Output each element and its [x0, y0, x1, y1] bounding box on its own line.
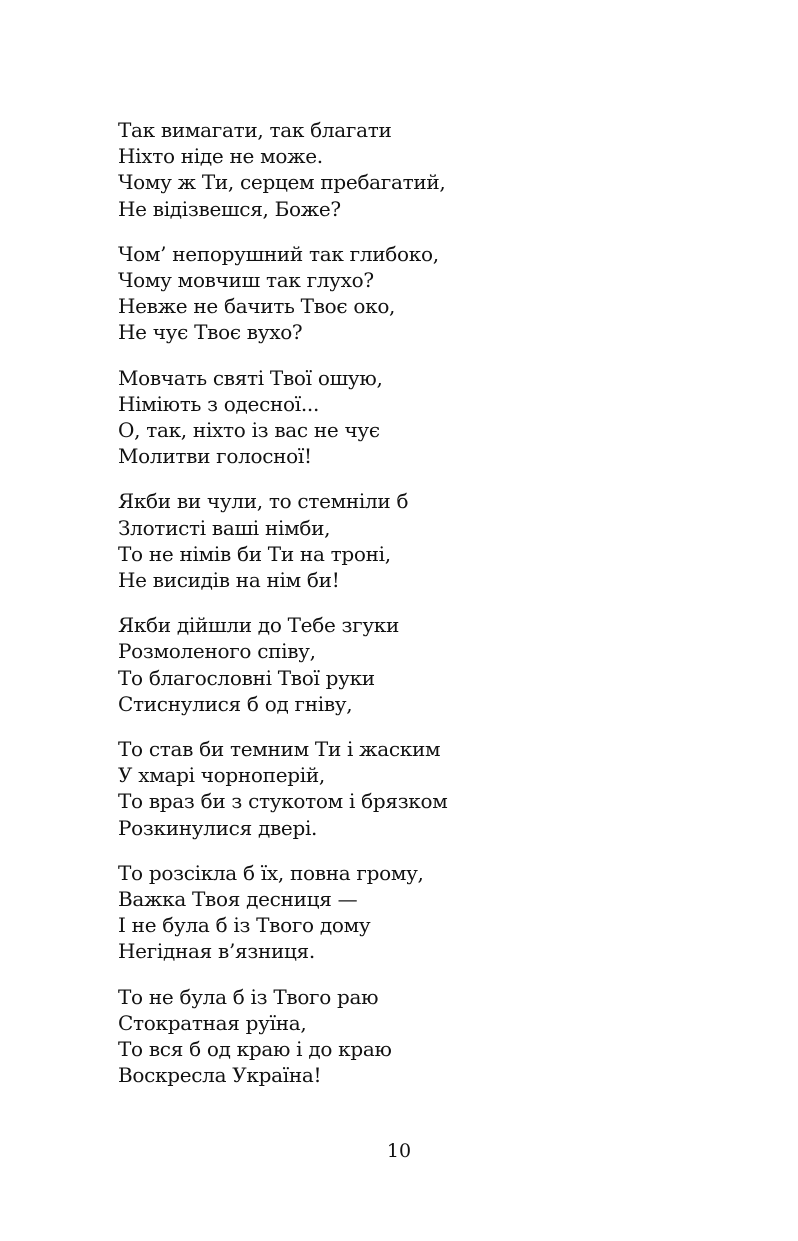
stanza — [118, 241, 738, 346]
poem-line: Стократная руїна, — [118, 1010, 307, 1035]
poem-line: То не німів би Ти на троні, — [118, 541, 391, 566]
poem-line: Розкинулися двері. — [118, 815, 318, 840]
poem-line: О, так, ніхто із вас не чує — [118, 418, 380, 443]
poem-line: Не висидів на нім би! — [118, 568, 340, 593]
poem-line: Чому мовчиш так глухо? — [118, 268, 374, 293]
poem-line: Якби дійшли до Тебе згуки — [118, 613, 400, 638]
poem-line: Чом’ непорушний так глибоко, — [118, 241, 439, 266]
poem-line: То не була б із Твого раю — [118, 984, 379, 1009]
poem-line: Німіють з одесної... — [118, 391, 320, 416]
poem-line: Молитви голосної! — [118, 444, 312, 469]
poem-line: Не чує Твоє вухо? — [118, 320, 303, 345]
poem — [118, 117, 738, 1108]
poem-line: Розмоленого співу, — [118, 639, 316, 664]
poem-line: Чому ж Ти, серцем пребагатий, — [118, 170, 446, 195]
poem-line: Мовчать святі Твої ошую, — [118, 365, 383, 390]
poem-line: Важка Твоя десниця — — [118, 887, 358, 912]
stanza — [118, 736, 738, 841]
poem-line: Не відізвешся, Боже? — [118, 196, 341, 221]
poem-line: То розсікла б їх, повна грому, — [118, 860, 424, 885]
poem-line: То враз би з стукотом і брязком — [118, 789, 448, 814]
poem-line: Воскресла Україна! — [118, 1063, 322, 1088]
poem-line: Негідная в’язниця. — [118, 939, 315, 964]
poem-line: Стиснулися б од гніву, — [118, 691, 353, 716]
stanza — [118, 984, 738, 1089]
poem-line: То став би темним Ти і жаским — [118, 737, 441, 762]
poem-line: І не була б із Твого дому — [118, 913, 371, 938]
poem-line: То благословні Твої руки — [118, 665, 375, 690]
poem-line: Невже не бачить Твоє око, — [118, 294, 396, 319]
poem-line: Злотисті ваші німби, — [118, 515, 331, 540]
stanza — [118, 488, 738, 593]
poem-line: Так вимагати, так благати — [118, 118, 392, 142]
stanza — [118, 117, 738, 222]
stanza — [118, 612, 738, 717]
poem-line: У хмарі чорноперій, — [118, 763, 325, 788]
poem-line: То вся б од краю і до краю — [118, 1037, 392, 1062]
poem-line: Якби ви чули, то стемніли б — [118, 489, 409, 514]
stanza — [118, 860, 738, 965]
poem-line: Ніхто ніде не може. — [118, 144, 323, 169]
stanza — [118, 365, 738, 470]
page-number: 10 — [386, 1140, 412, 1162]
